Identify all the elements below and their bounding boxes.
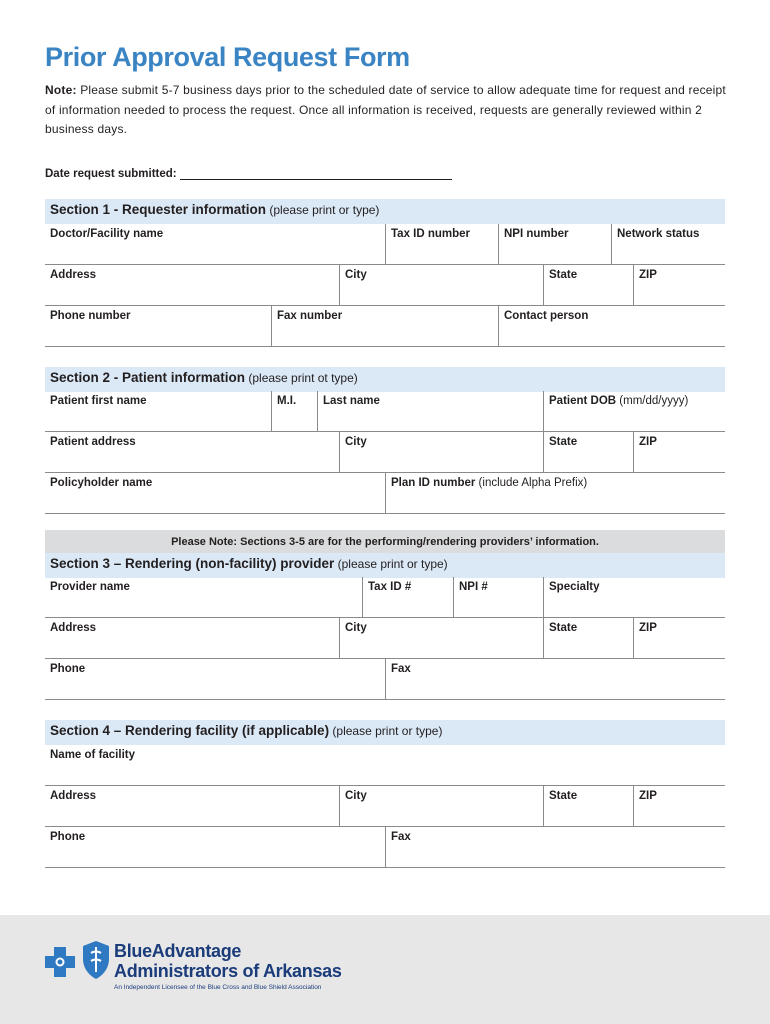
facility-phone-field[interactable] [45, 827, 385, 867]
note-label: Note: [45, 83, 77, 97]
facility-address-field[interactable] [45, 786, 339, 826]
requester-state-label: State [549, 269, 578, 281]
facility-phone-label: Phone [50, 831, 86, 843]
patient-zip-label: ZIP [639, 436, 657, 448]
brand-text [114, 941, 342, 991]
requester-fax-label: Fax number [277, 310, 343, 322]
section-2-title: Section 2 - Patient information [50, 370, 246, 385]
provider-specialty-field[interactable] [543, 577, 725, 617]
patient-state-label: State [549, 436, 578, 448]
network-status-label: Network status [617, 228, 700, 240]
requester-state-field[interactable] [543, 265, 633, 305]
requester-phone-label: Phone number [50, 310, 131, 322]
note-text: Please submit 5-7 business days prior to the scheduled date of service to allow adequate time for request and receipt of information needed to process the request. Once all information is received, requests are generally reviewed within 2 business days. [45, 83, 726, 136]
section-2-header [45, 367, 725, 392]
facility-zip-field[interactable] [633, 786, 725, 826]
provider-tax-id-label: Tax ID # [368, 581, 412, 593]
facility-fax-label: Fax [391, 831, 411, 843]
brand-name-line-1: BlueAdvantage [114, 941, 242, 961]
brand-name-line-2: Administrators of Arkansas [114, 961, 342, 981]
patient-dob-label: Patient DOB [549, 395, 617, 407]
patient-address-field[interactable] [45, 432, 339, 472]
patient-address-label: Patient address [50, 436, 136, 448]
provider-phone-label: Phone [50, 663, 86, 675]
tax-id-number-label: Tax ID number [391, 228, 471, 240]
provider-zip-label: ZIP [639, 622, 657, 634]
requester-address-field[interactable] [45, 265, 339, 305]
section-4-title: Section 4 – Rendering facility (if applicable) [50, 723, 330, 738]
brand-licensee-text: An Independent Licensee of the Blue Cross and Blue Shield Association [114, 984, 322, 991]
provider-city-label: City [345, 622, 367, 634]
patient-mi-label: M.I. [277, 395, 297, 407]
provider-address-field[interactable] [45, 618, 339, 658]
provider-phone-field[interactable] [45, 659, 385, 699]
patient-mi-field[interactable] [271, 391, 317, 431]
section-1-title: Section 1 - Requester information [50, 202, 267, 217]
facility-address-label: Address [50, 790, 97, 802]
patient-dob-format: (mm/dd/yyyy) [616, 395, 689, 407]
provider-name-field[interactable] [45, 577, 362, 617]
facility-state-label: State [549, 790, 578, 802]
section-4-row-3 [45, 827, 725, 868]
patient-first-name-label: Patient first name [50, 395, 147, 407]
providers-note-bar: Please Note: Sections 3-5 are for the performing/rendering providers’ information. [45, 530, 725, 553]
policyholder-name-label: Policyholder name [50, 477, 153, 489]
npi-number-label: NPI number [504, 228, 569, 240]
section-2-row-3 [45, 473, 725, 514]
requester-zip-field[interactable] [633, 265, 725, 305]
section-4-subtitle: (please print or type) [329, 724, 443, 738]
facility-city-field[interactable] [339, 786, 543, 826]
contact-person-field[interactable] [498, 306, 725, 346]
section-3-row-2 [45, 618, 725, 659]
plan-id-number-label: Plan ID number [391, 477, 476, 489]
section-4-row-2 [45, 786, 725, 827]
section-3-title: Section 3 – Rendering (non-facility) provider [50, 556, 335, 571]
requester-zip-label: ZIP [639, 269, 657, 281]
network-status-field[interactable] [611, 224, 725, 264]
facility-name-label: Name of facility [50, 749, 135, 761]
provider-city-field[interactable] [339, 618, 543, 658]
facility-name-field[interactable] [45, 745, 725, 785]
section-2-row-1 [45, 391, 725, 432]
section-3-row-3 [45, 659, 725, 700]
facility-zip-label: ZIP [639, 790, 657, 802]
date-submitted-field[interactable] [180, 166, 452, 180]
provider-fax-field[interactable] [385, 659, 725, 699]
section-4-row-1 [45, 745, 725, 786]
submission-note [45, 81, 735, 140]
provider-name-label: Provider name [50, 581, 130, 593]
facility-city-label: City [345, 790, 367, 802]
section-1-header [45, 199, 725, 224]
provider-state-label: State [549, 622, 578, 634]
plan-id-hint: (include Alpha Prefix) [475, 477, 588, 489]
tax-id-number-field[interactable] [385, 224, 498, 264]
provider-specialty-label: Specialty [549, 581, 600, 593]
provider-npi-label: NPI # [459, 581, 488, 593]
patient-first-name-field[interactable] [45, 391, 271, 431]
provider-address-label: Address [50, 622, 97, 634]
patient-city-label: City [345, 436, 367, 448]
facility-state-field[interactable] [543, 786, 633, 826]
section-1-row-2 [45, 265, 725, 306]
section-2-row-2 [45, 432, 725, 473]
form-title: Prior Approval Request Form [45, 42, 410, 72]
patient-last-name-label: Last name [323, 395, 380, 407]
section-3-subtitle: (please print or type) [334, 557, 448, 571]
section-1-row-1 [45, 224, 725, 265]
doctor-facility-name-label: Doctor/Facility name [50, 228, 164, 240]
requester-fax-field[interactable] [271, 306, 498, 346]
doctor-facility-name-field[interactable] [45, 224, 385, 264]
provider-state-field[interactable] [543, 618, 633, 658]
requester-city-field[interactable] [339, 265, 543, 305]
patient-city-field[interactable] [339, 432, 543, 472]
provider-fax-label: Fax [391, 663, 411, 675]
section-2-subtitle: (please print ot type) [245, 371, 358, 385]
provider-npi-field[interactable] [453, 577, 543, 617]
requester-city-label: City [345, 269, 367, 281]
policyholder-name-field[interactable] [45, 473, 385, 513]
patient-last-name-field[interactable] [317, 391, 543, 431]
facility-fax-field[interactable] [385, 827, 725, 867]
date-submitted-label: Date request submitted: [45, 168, 177, 180]
patient-zip-field[interactable] [633, 432, 725, 472]
section-3-header [45, 553, 725, 578]
requester-phone-field[interactable] [45, 306, 271, 346]
section-3-row-1 [45, 577, 725, 618]
section-1-subtitle: (please print or type) [266, 203, 380, 217]
contact-person-label: Contact person [504, 310, 589, 322]
requester-address-label: Address [50, 269, 97, 281]
patient-state-field[interactable] [543, 432, 633, 472]
provider-tax-id-field[interactable] [362, 577, 453, 617]
date-submitted-row [45, 166, 452, 180]
section-4-header [45, 720, 725, 745]
section-1-row-3 [45, 306, 725, 347]
patient-dob-field[interactable] [543, 391, 725, 431]
plan-id-number-field[interactable] [385, 473, 725, 513]
npi-number-field[interactable] [498, 224, 611, 264]
provider-zip-field[interactable] [633, 618, 725, 658]
blue-shield-icon [80, 939, 112, 986]
